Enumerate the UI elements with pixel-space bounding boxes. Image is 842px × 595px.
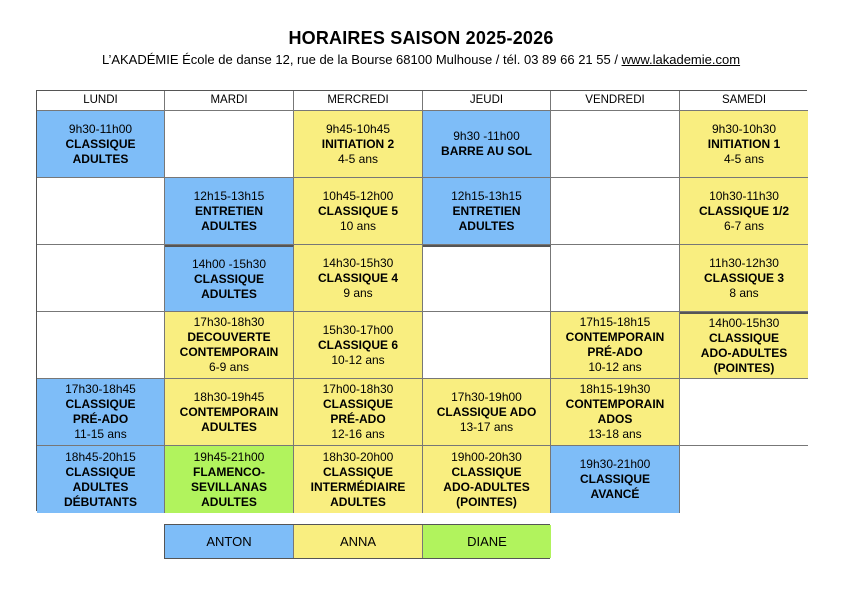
class-name: AVANCÉ [590, 487, 640, 501]
class-name: CLASSIQUE 6 [317, 337, 398, 352]
class-name: CLASSIQUE [65, 464, 136, 479]
class-name: CLASSIQUE [65, 397, 136, 411]
class-name: SEVILLANAS [190, 479, 267, 494]
class-name: INTERMÉDIAIRE [310, 479, 406, 494]
class-name: CONTEMPORAIN [565, 330, 665, 344]
empty-slot [165, 111, 294, 178]
class-name: CLASSIQUE 5 [317, 203, 398, 218]
class-slot [165, 446, 294, 513]
class-slot [294, 312, 423, 379]
class-time: 18h30-19h45 [193, 389, 265, 404]
class-age: 10 ans [339, 218, 377, 233]
class-slot [294, 245, 423, 312]
class-name: DECOUVERTE [187, 330, 271, 344]
class-name: CLASSIQUE [708, 331, 779, 345]
class-slot [37, 379, 165, 446]
class-name: ADULTES [330, 494, 386, 509]
class-age: 4-5 ans [337, 151, 379, 166]
empty-slot [551, 178, 680, 245]
class-age: 4-5 ans [723, 151, 765, 166]
class-slot [37, 111, 165, 178]
class-name: ADULTES [72, 151, 129, 166]
empty-slot [423, 245, 551, 312]
class-name: CLASSIQUE ADO [436, 404, 537, 419]
empty-slot [551, 245, 680, 312]
class-slot [423, 379, 551, 446]
class-time: 17h00-18h30 [322, 382, 394, 396]
class-name: ADULTES [201, 286, 257, 301]
class-slot [423, 446, 551, 513]
class-name: ENTRETIEN [194, 203, 263, 218]
empty-slot [37, 178, 165, 245]
class-age: 8 ans [729, 285, 759, 300]
class-slot [551, 446, 680, 513]
class-name: BARRE AU SOL [441, 144, 532, 158]
class-slot [551, 379, 680, 446]
empty-slot [423, 312, 551, 379]
class-time: 11h30-12h30 [709, 255, 779, 270]
class-age: 12-16 ans [331, 427, 385, 441]
class-name: CLASSIQUE 4 [317, 270, 398, 285]
class-name: INITIATION 2 [321, 136, 395, 151]
class-slot [294, 111, 423, 178]
day-header: VENDREDI [551, 91, 680, 111]
class-time: 9h30-10h30 [711, 121, 777, 136]
class-age: 11-15 ans [74, 427, 127, 441]
class-time: 18h15-19h30 [579, 382, 651, 396]
class-slot [680, 312, 808, 379]
class-time: 14h00 -15h30 [191, 256, 267, 271]
class-name: PRÉ-ADO [330, 412, 386, 426]
class-name: ENTRETIEN [452, 203, 521, 218]
class-name: CLASSIQUE 3 [703, 270, 784, 285]
empty-slot [551, 111, 680, 178]
class-slot [294, 379, 423, 446]
class-time: 19h00-20h30 [451, 449, 522, 464]
class-name: (POINTES) [713, 361, 775, 375]
class-slot [37, 446, 165, 513]
class-age: 10-12 ans [331, 352, 385, 367]
class-name: CLASSIQUE [322, 397, 393, 411]
class-name: INITIATION 1 [707, 136, 781, 151]
class-slot [551, 312, 680, 379]
day-header: MERCREDI [294, 91, 423, 111]
class-time: 19h45-21h00 [193, 449, 265, 464]
teacher-legend [164, 524, 550, 559]
class-name: CONTEMPORAIN [179, 345, 279, 359]
class-name: CONTEMPORAIN [565, 397, 665, 411]
class-name: CLASSIQUE [193, 271, 264, 286]
class-name: CLASSIQUE [65, 136, 136, 151]
class-name: (POINTES) [456, 494, 517, 509]
class-slot [294, 178, 423, 245]
day-header: SAMEDI [680, 91, 808, 111]
school-contact-line [0, 52, 842, 67]
class-name: ADO-ADULTES [700, 346, 788, 360]
class-time: 9h30 -11h00 [453, 129, 520, 143]
class-name: CONTEMPORAIN [179, 404, 279, 419]
empty-slot [37, 312, 165, 379]
class-time: 18h45-20h15 [65, 449, 136, 464]
school-address: L’AKADÉMIE École de danse 12, rue de la Bourse 68100 Mulhouse / tél. 03 89 66 21 55 / [101, 52, 622, 67]
class-age: 10-12 ans [588, 360, 642, 374]
class-time: 18h30-20h00 [322, 449, 394, 464]
class-slot [423, 111, 551, 178]
legend-item-anton: ANTON [165, 525, 294, 558]
day-header: JEUDI [423, 91, 551, 111]
class-name: FLAMENCO- [193, 464, 265, 479]
legend-item-anna: ANNA [294, 525, 423, 558]
class-name: PRÉ-ADO [587, 345, 643, 359]
class-time: 9h45-10h45 [325, 121, 391, 136]
class-time: 9h30-11h00 [68, 121, 133, 136]
class-time: 12h15-13h15 [193, 188, 265, 203]
class-name: ADULTES [72, 479, 129, 494]
class-age: 6-7 ans [723, 218, 765, 233]
class-age: 6-9 ans [208, 360, 250, 374]
class-name: DÉBUTANTS [63, 494, 138, 509]
legend-item-diane: DIANE [423, 525, 551, 558]
class-time: 10h30-11h30 [709, 188, 779, 203]
class-name: CLASSIQUE [322, 464, 393, 479]
class-time: 14h00-15h30 [708, 316, 780, 330]
day-header: LUNDI [37, 91, 165, 111]
empty-slot [37, 245, 165, 312]
class-name: CLASSIQUE [579, 472, 650, 486]
class-slot [165, 245, 294, 312]
class-name: CLASSIQUE [451, 464, 522, 479]
class-time: 19h30-21h00 [579, 457, 651, 471]
class-slot [165, 178, 294, 245]
class-age: 13-17 ans [459, 419, 514, 434]
class-slot [680, 178, 808, 245]
empty-slot [680, 446, 808, 513]
class-time: 17h30-19h00 [451, 389, 522, 404]
website-link[interactable]: www.lakademie.com [621, 52, 741, 67]
schedule-table [36, 90, 807, 511]
class-name: PRÉ-ADO [72, 412, 129, 426]
class-slot [165, 312, 294, 379]
class-time: 17h30-18h45 [65, 382, 136, 396]
empty-slot [680, 379, 808, 446]
class-slot [423, 178, 551, 245]
class-time: 12h15-13h15 [451, 188, 522, 203]
class-name: ADULTES [201, 494, 257, 509]
class-name: ADULTES [458, 218, 515, 233]
class-time: 17h15-18h15 [579, 315, 651, 329]
class-name: ADO-ADULTES [443, 479, 530, 494]
page-title: HORAIRES SAISON 2025-2026 [288, 28, 554, 48]
class-name: ADULTES [201, 218, 257, 233]
class-time: 15h30-17h00 [322, 322, 394, 337]
class-age: 13-18 ans [588, 427, 642, 441]
class-name: CLASSIQUE 1/2 [698, 203, 790, 218]
class-name: ADULTES [201, 419, 257, 434]
class-slot [680, 111, 808, 178]
class-slot [680, 245, 808, 312]
class-name: ADOS [597, 412, 633, 426]
class-slot [165, 379, 294, 446]
day-header: MARDI [165, 91, 294, 111]
class-time: 10h45-12h00 [322, 188, 394, 203]
class-slot [294, 446, 423, 513]
class-time: 14h30-15h30 [322, 255, 394, 270]
class-age: 9 ans [343, 285, 373, 300]
class-time: 17h30-18h30 [193, 315, 265, 329]
